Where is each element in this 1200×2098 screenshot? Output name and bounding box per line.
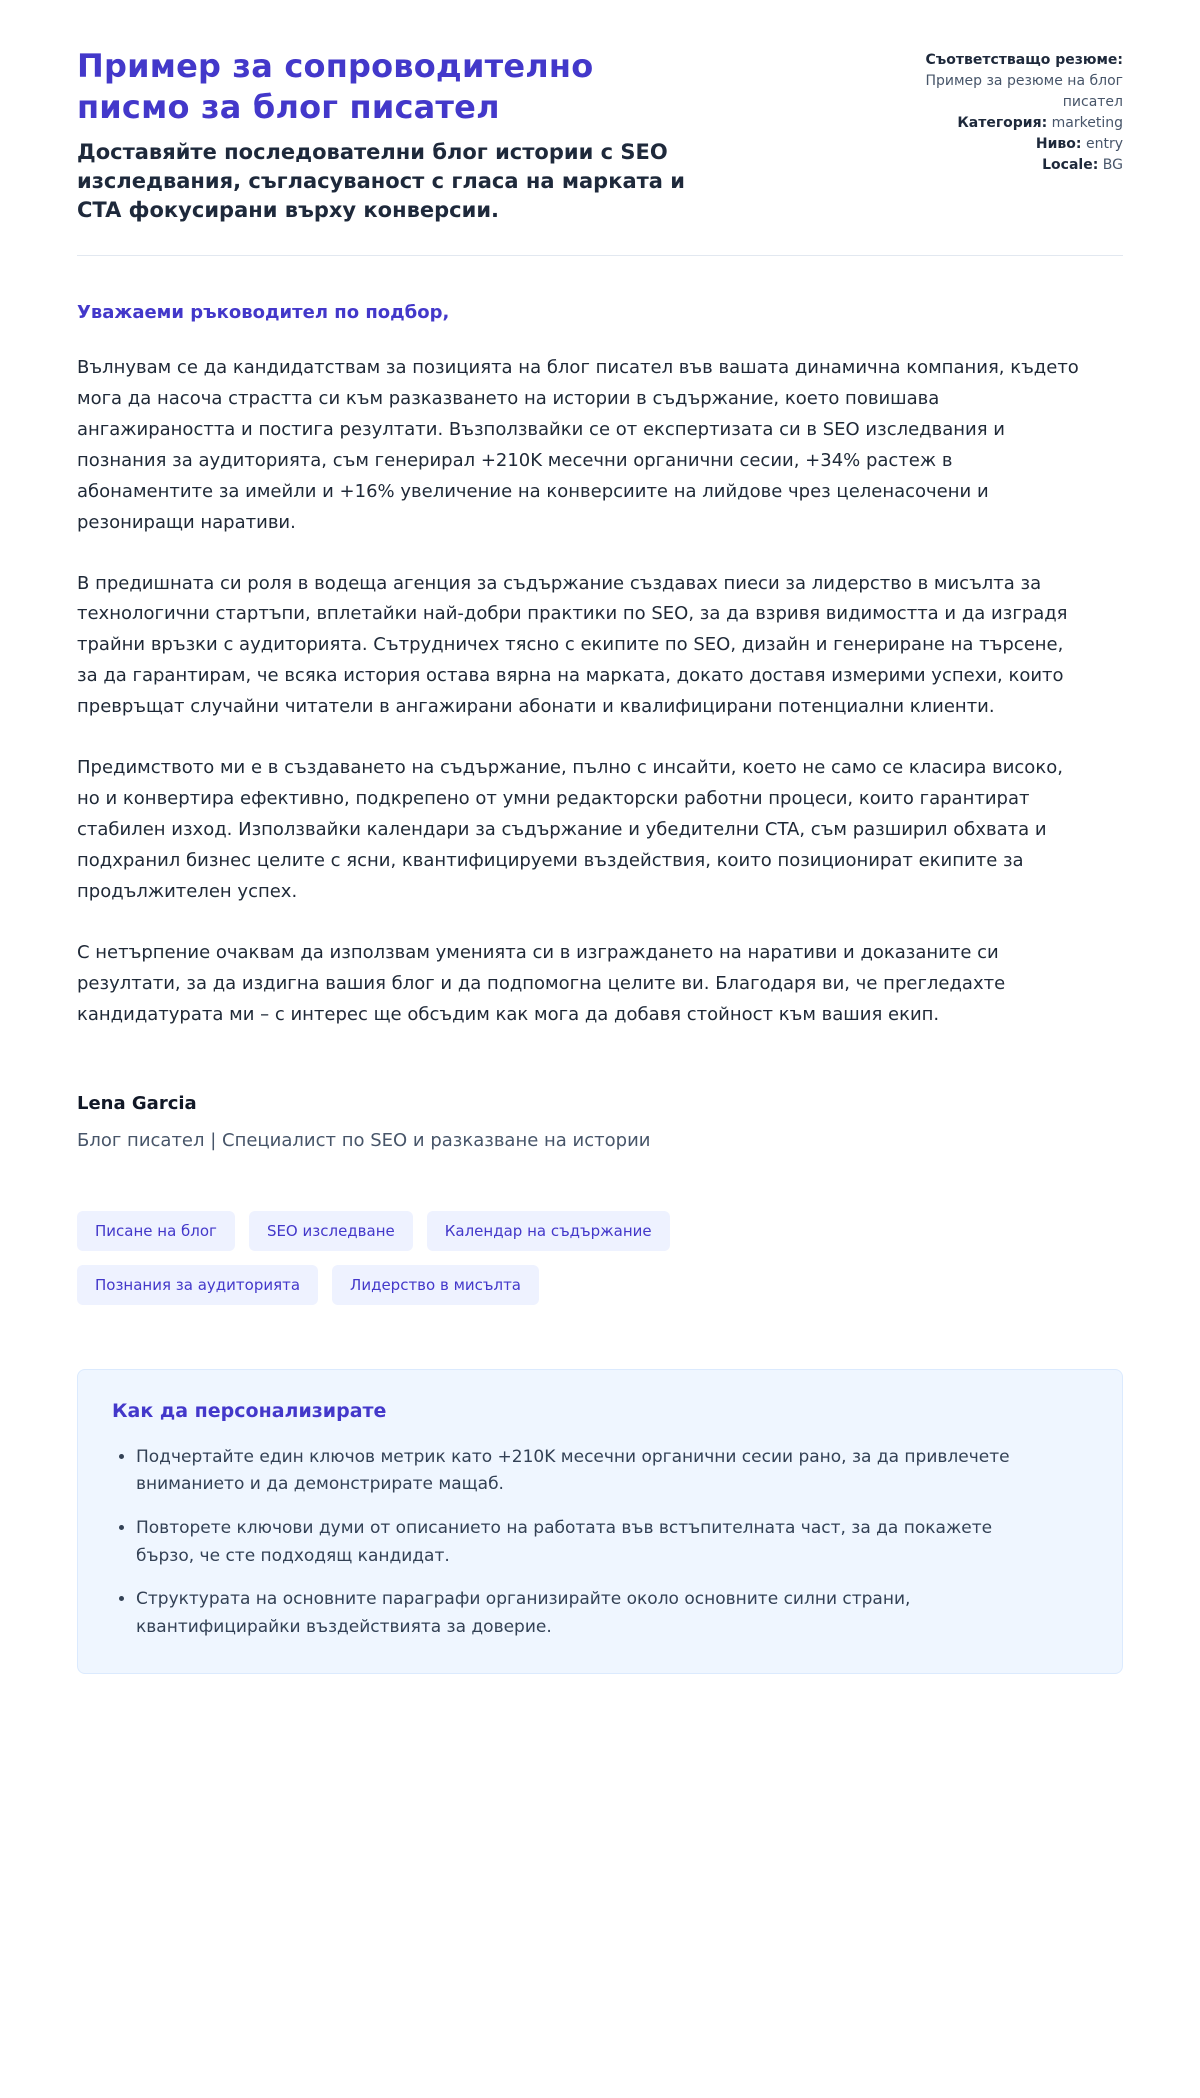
tag-chip: Календар на съдържание bbox=[427, 1211, 670, 1251]
tag-chip: Познания за аудиторията bbox=[77, 1265, 318, 1305]
header-title-block bbox=[77, 46, 717, 225]
meta-label: Категория: bbox=[957, 115, 1048, 131]
meta-row-resume bbox=[923, 50, 1123, 113]
skill-tags bbox=[77, 1211, 857, 1305]
tip-item: • Повторете ключови думи от описанието на работата във встъпителната част, за да покажете бързо, че сте подходящ кандидат. bbox=[136, 1515, 1016, 1570]
tips-title: Как да персонализирате bbox=[112, 1399, 387, 1422]
tag-chip: Писане на блог bbox=[77, 1211, 235, 1251]
meta-row-level bbox=[923, 134, 1123, 155]
tag-chip: Лидерство в мисълта bbox=[332, 1265, 539, 1305]
meta-value: BG bbox=[1102, 157, 1123, 173]
letter-paragraph: Предимството ми е в създаването на съдържание, пълно с инсайти, което не само се класира високо, но и конвертира ефективно, подкрепено от умни редакторски работни процеси, които гарантират стабилен изход. Използвайки календари за съдържание и убедителни CTA, съм разширил обхвата и подхранил бизнес целите с ясни, квантифицируеми въздействия, които позиционират екипите за продължителен успех. bbox=[77, 757, 1063, 903]
meta-value: Пример за резюме на блог писател bbox=[925, 73, 1123, 110]
meta-label: Съответстващо резюме: bbox=[925, 52, 1123, 68]
page-title: Пример за сопроводително писмо за блог писател bbox=[77, 47, 594, 126]
letter-paragraph: С нетърпение очаквам да използвам уменията си в изграждането на наративи и доказаните си резултати, за да издигна вашия блог и да подпомогна целите ви. Благодаря ви, че прегледахте кандидатурата ми – с интерес ще обсъдим как мога да добавя стойност към вашия екип. bbox=[77, 942, 1006, 1025]
tip-item: • Подчертайте един ключов метрик като +210K месечни органични сесии рано, за да привлечете вниманието и да демонстрирате мащаб. bbox=[136, 1444, 1016, 1499]
page-subtitle: Доставяйте последователни блог истории с SEO изследвания, съгласуваност с гласа на марката и CTA фокусирани върху конверсии. bbox=[77, 139, 685, 222]
tag-chip: SEO изследване bbox=[249, 1211, 413, 1251]
meta-row-category bbox=[923, 113, 1123, 134]
meta-row-locale bbox=[923, 155, 1123, 176]
header-meta bbox=[923, 46, 1123, 176]
signature-name: Lena Garcia bbox=[77, 1092, 197, 1114]
signature-role: Блог писател | Специалист по SEO и разказване на истории bbox=[77, 1129, 651, 1151]
meta-value: entry bbox=[1085, 136, 1123, 152]
meta-label: Locale: bbox=[1042, 157, 1099, 173]
tips-list bbox=[112, 1444, 1088, 1641]
signature-block bbox=[77, 1093, 1123, 1151]
tip-item: • Структурата на основните параграфи организирайте около основните силни страни, квантифицирайки въздействията за доверие. bbox=[136, 1586, 1016, 1641]
letter-greeting: Уважаеми ръководител по подбор, bbox=[77, 301, 450, 323]
personalization-tips-box bbox=[77, 1369, 1123, 1674]
meta-label: Ниво: bbox=[1035, 136, 1082, 152]
cover-letter-page bbox=[77, 0, 1123, 1674]
letter-body bbox=[77, 302, 1123, 1031]
page-header bbox=[77, 46, 1123, 225]
header-divider bbox=[77, 255, 1123, 256]
meta-value: marketing bbox=[1051, 115, 1123, 131]
letter-paragraph: В предишната си роля в водеща агенция за съдържание създавах пиеси за лидерство в мисълта за технологични стартъпи, вплетайки най-добри практики по SEO, за да взривя видимостта и да изградя трайни връзки с аудиторията. Сътрудничех тясно с екипите по SEO, дизайн и генериране на търсене, за да гарантирам, че всяка история остава вярна на марката, докато доставя измерими успехи, които превръщат случайни читатели в ангажирани абонати и квалифицирани потенциални клиенти. bbox=[77, 572, 1068, 718]
letter-paragraph: Вълнувам се да кандидатствам за позицията на блог писател във вашата динамична компания, където мога да насоча страстта си към разказването на истории в съдържание, което повишава ангажираността и постига резултати. Възползвайки се от експертизата си в SEO изследвания и познания за аудиторията, съм генерирал +210K месечни органични сесии, +34% растеж в абонаментите за имейли и +16% увеличение на конверсиите на лийдове чрез целенасочени и резониращи наративи. bbox=[77, 356, 1079, 533]
